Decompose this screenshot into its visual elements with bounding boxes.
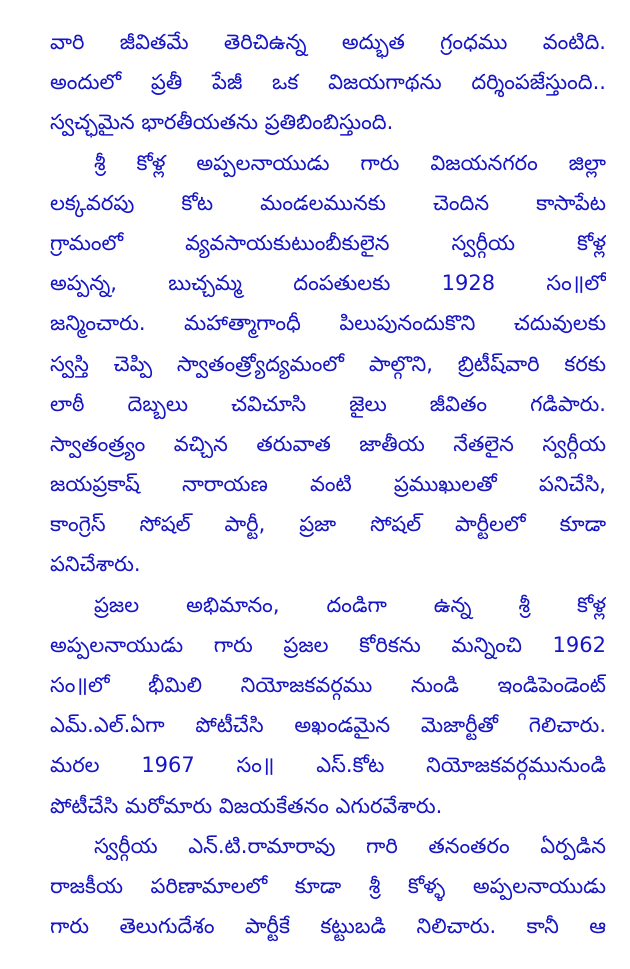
text-line: ప్రజల అభిమానం, దండిగా ఉన్న శ్రీ కోళ్ల [94, 592, 606, 617]
document-body [50, 22, 606, 946]
text-line: రాజకీయ పరిణామాలలో కూడా శ్రీ కోళ్ళ అప్పలనాయుడు [50, 873, 606, 898]
text-line: శ్రీ కోళ్ల అప్పలనాయుడు గారు విజయనగరం జిల్లా [94, 150, 606, 175]
text-line: పనిచేశారు. [50, 552, 141, 577]
text-line: స్వచ్ఛమైన భారతీయతను ప్రతిబింబిస్తుంది. [50, 110, 394, 135]
text-line: స్వస్తి చెప్పి స్వాతంత్ర్యోద్యమంలో పాల్గొని, బ్రిటీష్‌వారి కరకు [50, 351, 606, 376]
text-line: కాంగ్రెస్ సోషల్ పార్టీ, ప్రజా సోషల్ పార్టీలలో కూడా [50, 512, 606, 537]
text-line: ఎమ్.ఎల్.ఏగా పోటీచేసి అఖండమైన మెజార్టీతో గెలిచారు. [50, 713, 606, 738]
text-line: అందులో ప్రతీ పేజీ ఒక విజయగాథను దర్శింపజేస్తుంది.. [50, 70, 606, 95]
text-line: స్వర్గీయ ఎన్.టి.రామారావు గారి తనంతరం ఏర్పడిన [94, 833, 606, 858]
text-line: గ్రామంలో వ్యవసాయకుటుంబీకులైన స్వర్గీయ కోళ్ల [50, 230, 606, 255]
text-line: అప్పలనాయుడు గారు ప్రజల కోరికను మన్నించి 1962 [50, 632, 606, 657]
text-line: సం॥లో భీమిలి నియోజకవర్గము నుండి ఇండిపెండెంట్ [50, 673, 606, 697]
text-line: లక్కవరపు కోట మండలమునకు చెందిన కాసాపేట [50, 190, 606, 215]
text-line: అప్పన్న, బుచ్చమ్మ దంపతులకు 1928 సం॥లో [50, 271, 606, 296]
text-line: మరల 1967 సం॥ ఎస్.కోట నియోజకవర్గమునుండి [50, 753, 606, 778]
text-line: వారి జీవితమే తెరిచిఉన్న అద్భుత గ్రంధము వంటిది. [50, 30, 606, 54]
text-line: లాఠీ దెబ్బలు చవిచూసి జైలు జీవితం గడిపారు. [50, 391, 606, 416]
text-line: జయప్రకాష్ నారాయణ వంటి ప్రముఖులతో పనిచేసి, [50, 472, 606, 497]
text-line: స్వాతంత్ర్యం వచ్చిన తరువాత జాతీయ నేతలైన స్వర్గీయ [50, 431, 606, 456]
text-line: జన్మించారు. మహాత్మాగాంధీ పిలుపునందుకొని చదువులకు [50, 311, 606, 336]
text-line: గారు తెలుగుదేశం పార్టీకే కట్టుబడి నిలిచారు. కానీ ఆ [50, 914, 606, 939]
text-line: పోటీచేసి మరోమారు విజయకేతనం ఎగురవేశారు. [50, 793, 443, 818]
